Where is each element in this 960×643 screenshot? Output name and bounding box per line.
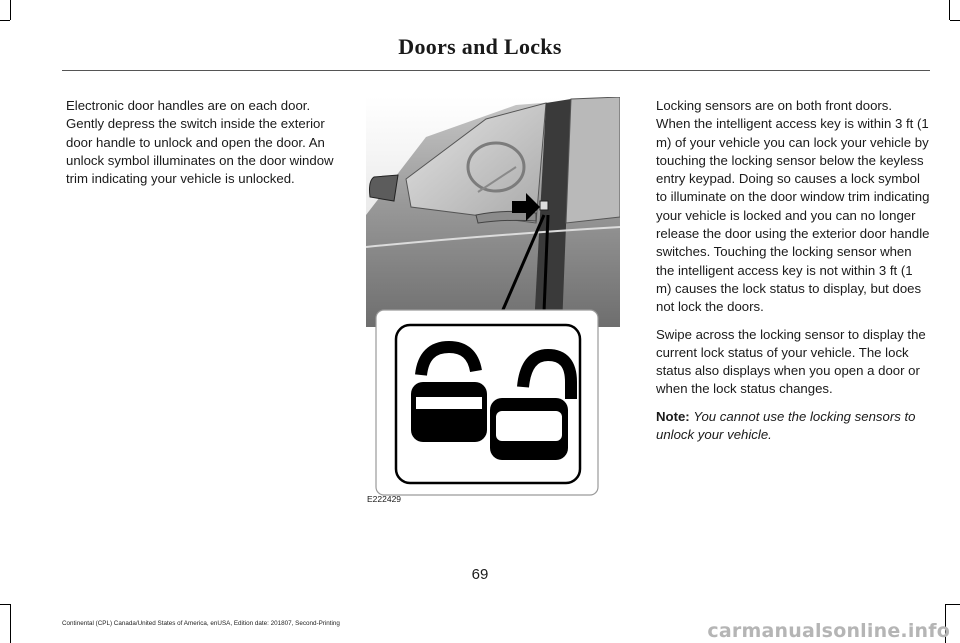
page-number: 69 [471, 566, 489, 583]
crop-mark [10, 0, 11, 20]
crop-mark [0, 604, 10, 605]
title-divider [62, 70, 930, 71]
note-label: Note: [656, 408, 690, 424]
page-title: Doors and Locks [398, 34, 562, 59]
edition-footer: Continental (CPL) Canada/United States of America, enUSA, Edition date: 201807, Second-Printing [62, 620, 340, 627]
locking-sensor-paragraph: Locking sensors are on both front doors. When the intelligent access key is within 3 ft (1 m) of your vehicle you can lock your vehicle by touching the locking sensor below the keyless entry keypad. Doing so causes a lock symbol to illuminate on the door window trim indicating your vehicle is locked and you can no longer release the door using the exterior door handle switches. Touching the locking sensor when the intelligent access key is not within 3 ft (1 m) causes the lock status to display, but does not lock the doors. [656, 98, 930, 315]
swipe-paragraph: Swipe across the locking sensor to display the current lock status of your vehicle. The lock status also displays when you open a door or when the lock status changes. [656, 326, 926, 397]
door-handle-paragraph: Electronic door handles are on each door. Gently depress the switch inside the exterior door handle to unlock and open the door. An unlock symbol illuminates on the door window trim indicating your vehicle is unlocked. [66, 98, 334, 187]
crop-mark [0, 20, 10, 21]
crop-mark [10, 604, 11, 643]
note-paragraph [656, 408, 930, 445]
crop-mark [950, 20, 960, 21]
figure-code: E222429 [367, 494, 402, 504]
watermark: carmanualsonline.info [707, 620, 950, 642]
note-text: You cannot use the locking sensors to unlock your vehicle. [656, 408, 916, 443]
door-handle-illustration [366, 97, 620, 502]
right-column [656, 97, 930, 453]
crop-mark [949, 0, 950, 20]
lock-sensor-figure [366, 97, 620, 502]
left-column [66, 97, 340, 188]
crop-mark [945, 604, 960, 605]
